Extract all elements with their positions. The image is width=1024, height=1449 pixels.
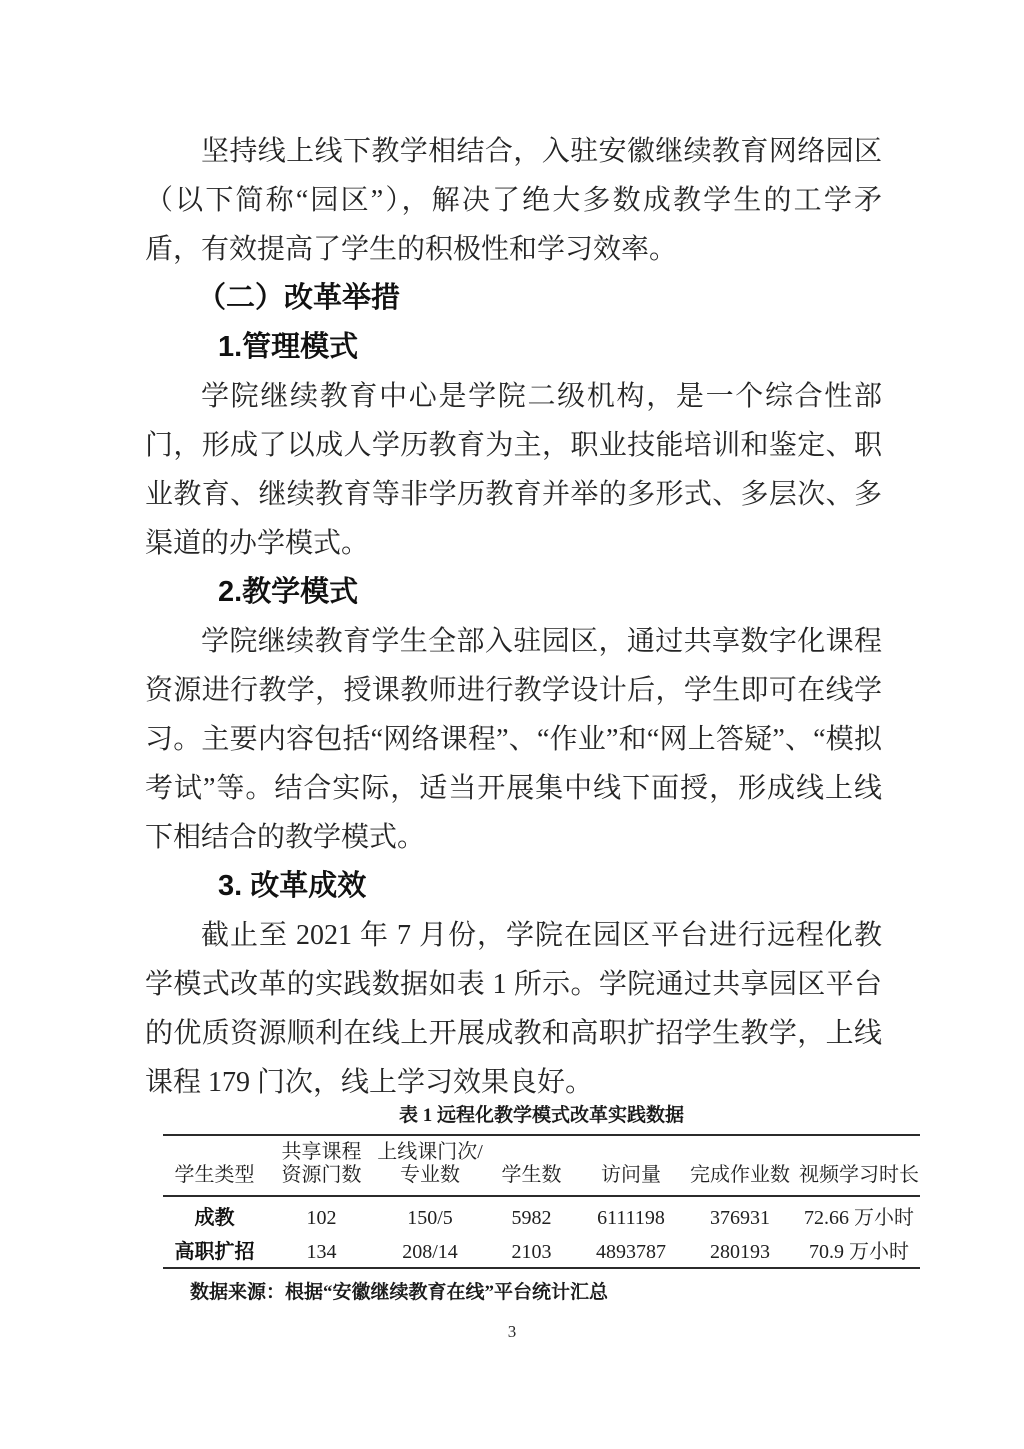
row-label: 成教: [194, 1207, 235, 1229]
practice-data-table: [163, 1134, 920, 1269]
heading-teaching-model: 2.教学模式: [218, 576, 359, 608]
header-bottom-line: 资源门数: [281, 1164, 362, 1186]
page-number: 3: [507, 1322, 517, 1341]
practice-data-table-block: [145, 1103, 919, 1305]
document-content: [145, 127, 919, 1305]
heading-reform-results: 3. 改革成效: [218, 870, 367, 902]
cell-visits: 4893787: [596, 1241, 666, 1263]
table-header: [163, 1135, 920, 1196]
paragraph-management-model: 学院继续教育中心是学院二级机构，是一个综合性部门，形成了以成人学历教育为主，职业技能培训和鉴定、职业教育、继续教育等非学历教育并举的多形式、多层次、多渠道的办学模式。: [145, 381, 882, 559]
cell-courses-majors: 150/5: [407, 1207, 453, 1229]
cell-video-hours: 70.9 万小时: [809, 1241, 909, 1263]
cell-courses-majors: 208/14: [402, 1241, 458, 1263]
header-student-type: [163, 1135, 266, 1196]
cell-students: 5982: [511, 1207, 552, 1229]
header-bottom-line: 学生类型: [174, 1164, 255, 1186]
cell-video-hours: 72.66 万小时: [804, 1207, 914, 1229]
heading-management-model: 1.管理模式: [218, 331, 359, 363]
header-video-study-hours: [798, 1135, 920, 1196]
header-bottom-line: 视频学习时长: [799, 1164, 919, 1186]
header-bottom-line: 访问量: [601, 1164, 661, 1186]
header-student-count: [483, 1135, 580, 1196]
table-body: [163, 1196, 920, 1268]
header-shared-course-resources: [266, 1135, 377, 1196]
header-bottom-line: 学生数: [501, 1164, 562, 1186]
row-label: 高职扩招: [174, 1241, 255, 1263]
cell-resources: 134: [306, 1241, 337, 1263]
table-header-row: [163, 1135, 920, 1196]
cell-homework: 280193: [710, 1241, 770, 1263]
paragraph-intro: 坚持线上线下教学相结合，入驻安徽继续教育网络园区（以下简称“园区”），解决了绝大多数成教学生的工学矛盾，有效提高了学生的积极性和学习效率。: [145, 136, 882, 265]
table-source-note: 数据来源：根据“安徽继续教育在线”平台统计汇总: [190, 1282, 609, 1303]
table-caption: 表 1 远程化教学模式改革实践数据: [398, 1105, 684, 1126]
table-row-gaozhikuozhao: [163, 1233, 920, 1268]
header-online-courses-majors: [377, 1135, 483, 1196]
cell-homework: 376931: [710, 1207, 770, 1229]
header-top-line: 共享课程: [281, 1141, 362, 1163]
header-bottom-line: 完成作业数: [690, 1164, 790, 1186]
paragraph-reform-results: 截止至 2021 年 7 月份，学院在园区平台进行远程化教学模式改革的实践数据如表 1 所示。学院通过共享园区平台的优质资源顺利在线上开展成教和高职扩招学生教学，上线课程 179 门次，线上学习效果良好。: [145, 920, 882, 1098]
cell-visits: 6111198: [597, 1207, 665, 1229]
header-visit-count: [580, 1135, 682, 1196]
heading-section-reform-measures: （二）改革举措: [197, 282, 401, 314]
cell-students: 2103: [511, 1241, 552, 1263]
table-row-chengjiao: [163, 1196, 920, 1233]
paragraph-teaching-model: 学院继续教育学生全部入驻园区，通过共享数字化课程资源进行教学，授课教师进行教学设计后，学生即可在线学习。主要内容包括“网络课程”、“作业”和“网上答疑”、“模拟考试”等。结合实际，适当开展集中线下面授，形成线上线下相结合的教学模式。: [145, 626, 882, 853]
cell-resources: 102: [306, 1207, 337, 1229]
header-completed-homework: [682, 1135, 798, 1196]
header-top-line: 上线课门次/: [377, 1141, 483, 1163]
header-bottom-line: 专业数: [400, 1164, 460, 1186]
